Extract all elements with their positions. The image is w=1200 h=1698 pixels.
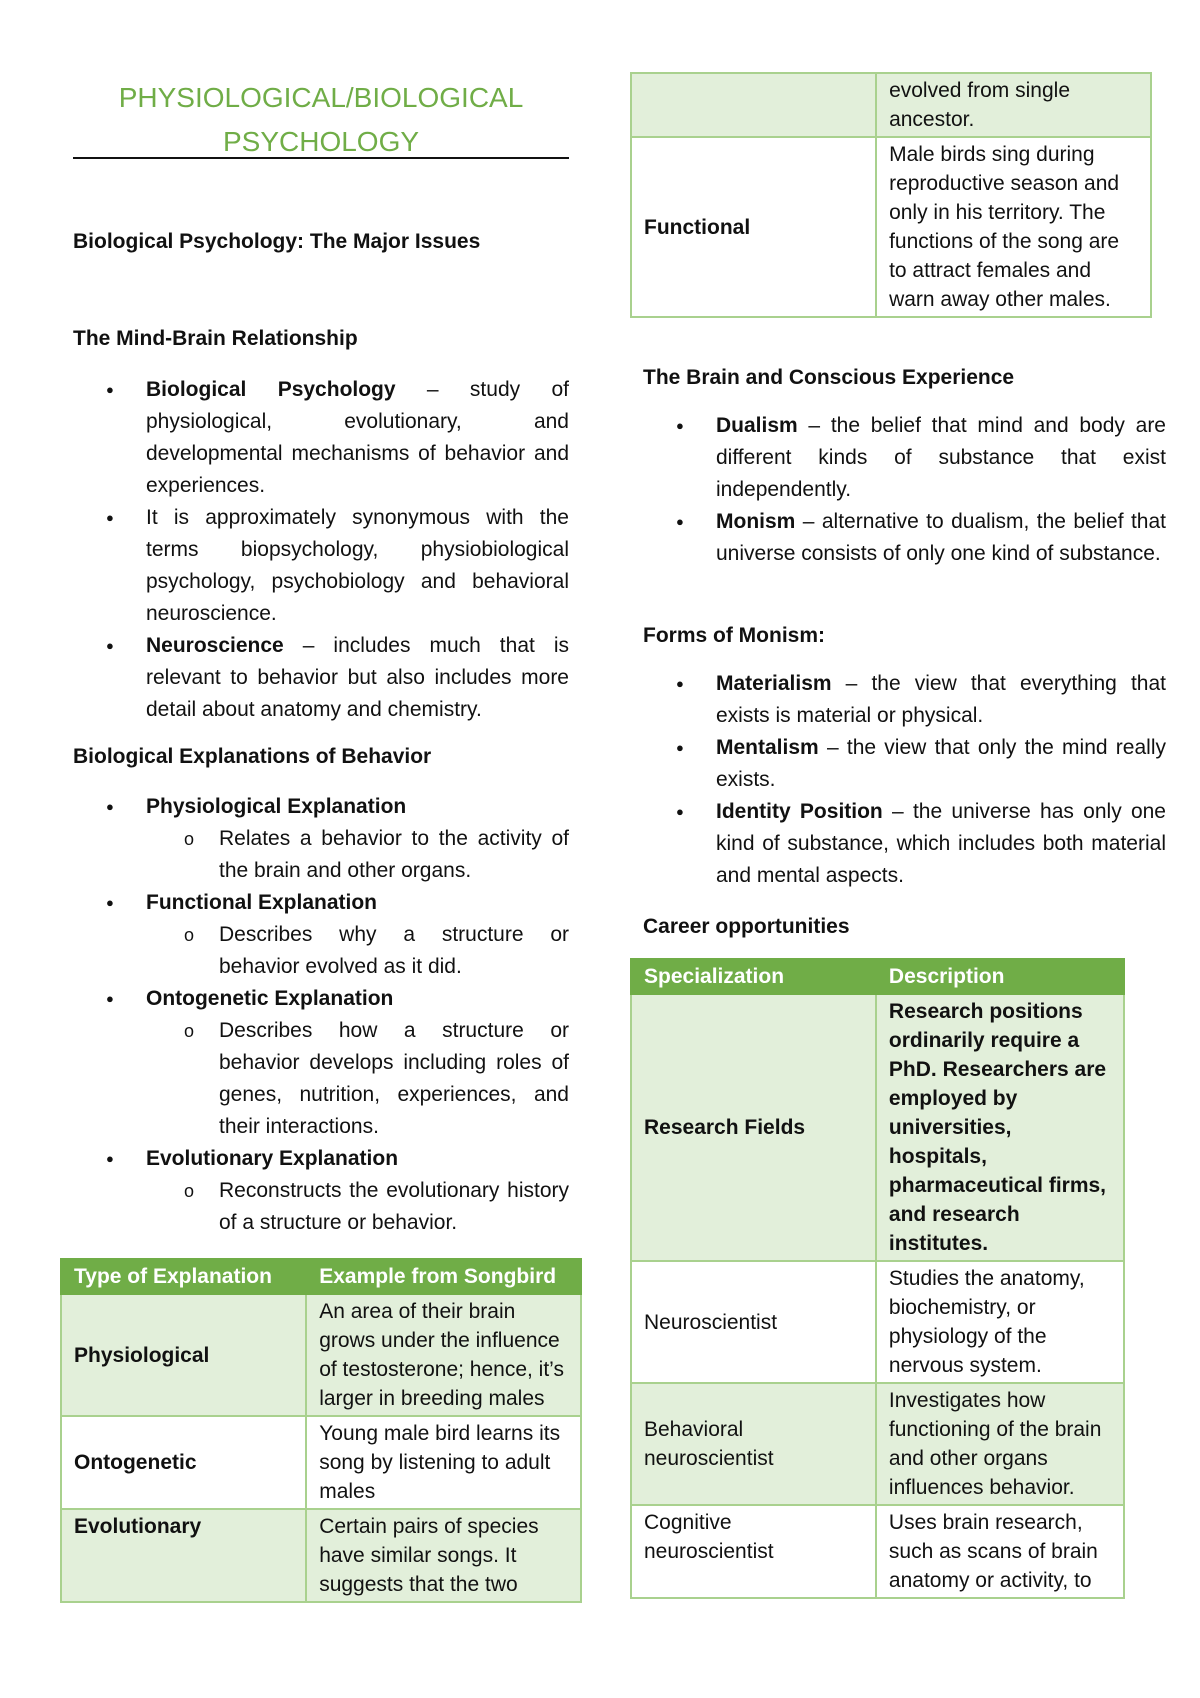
list-item bbox=[73, 502, 569, 630]
title-line-1: PHYSIOLOGICAL/BIOLOGICAL bbox=[118, 82, 524, 113]
bullet-text: – includes much that is relevant to behavior but also includes more detail about anatomy and chemistry. bbox=[146, 634, 569, 721]
table-row bbox=[631, 137, 1151, 317]
example-cell: Certain pairs of species have similar songs. It suggests that the two bbox=[306, 1509, 581, 1602]
table-header-row bbox=[631, 959, 1124, 994]
bullet-term: Evolutionary Explanation bbox=[146, 1147, 399, 1170]
example-cell: An area of their brain grows under the influence of testosterone; hence, it’s larger in breeding males bbox=[306, 1294, 581, 1416]
bullet-text: – study of physiological, evolutionary, and developmental mechanisms of behavior and experiences. bbox=[146, 378, 569, 497]
songbird-table bbox=[60, 1258, 582, 1603]
bullet-term: Physiological Explanation bbox=[146, 795, 407, 818]
example-cell: Male birds sing during reproductive season and only in his territory. The functions of the song are to attract females and warn away other males. bbox=[876, 137, 1151, 317]
bullet-text: It is approximately synonymous with the terms biopsychology, physiobiological psychology, psychobiology and behavioral neuroscience. bbox=[146, 506, 569, 625]
sub-item: o Relates a behavior to the activity of the brain and other organs. bbox=[146, 823, 569, 887]
type-cell: Physiological bbox=[61, 1294, 306, 1416]
bullet-term: Ontogenetic Explanation bbox=[146, 987, 394, 1010]
list-item bbox=[643, 668, 1166, 732]
table-row bbox=[631, 994, 1124, 1261]
specialization-cell: Research Fields bbox=[631, 994, 876, 1261]
bullet-term: Identity Position bbox=[716, 800, 883, 823]
explanations-list bbox=[73, 791, 569, 1239]
heading-major-issues: Biological Psychology: The Major Issues bbox=[73, 230, 481, 253]
list-item bbox=[73, 1143, 569, 1239]
list-item bbox=[73, 887, 569, 983]
bullet-text: – the view that only the mind really exists. bbox=[716, 736, 1166, 791]
table-header-row bbox=[61, 1259, 581, 1294]
table-row bbox=[61, 1294, 581, 1416]
list-item bbox=[73, 791, 569, 887]
monism-list bbox=[643, 668, 1166, 892]
bullet-term: Biological Psychology bbox=[146, 378, 396, 401]
table-row bbox=[631, 1261, 1124, 1383]
title-line-2: PSYCHOLOGY bbox=[222, 126, 420, 157]
heading-forms-of-monism: Forms of Monism: bbox=[643, 624, 825, 647]
title-underline bbox=[73, 157, 569, 159]
description-cell: Studies the anatomy, biochemistry, or physiology of the nervous system. bbox=[876, 1261, 1124, 1383]
heading-mind-brain: The Mind-Brain Relationship bbox=[73, 327, 358, 350]
bullet-text: – the view that everything that exists is material or physical. bbox=[716, 672, 1166, 727]
table-row bbox=[61, 1416, 581, 1509]
bullet-text: – the belief that mind and body are different kinds of substance that exist independently. bbox=[716, 414, 1166, 501]
list-item bbox=[73, 630, 569, 726]
list-item bbox=[643, 410, 1166, 506]
list-item bbox=[73, 983, 569, 1143]
column-header: Example from Songbird bbox=[306, 1259, 581, 1294]
list-item bbox=[643, 796, 1166, 892]
list-item bbox=[73, 374, 569, 502]
sub-item: o Describes why a structure or behavior evolved as it did. bbox=[146, 919, 569, 983]
column-header: Specialization bbox=[631, 959, 876, 994]
table-row bbox=[61, 1509, 581, 1602]
column-header: Description bbox=[876, 959, 1124, 994]
bullet-text: – the universe has only one kind of substance, which includes both material and mental aspects. bbox=[716, 800, 1166, 887]
type-cell bbox=[631, 73, 876, 137]
table-row bbox=[631, 73, 1151, 137]
mind-brain-list bbox=[73, 374, 569, 726]
bullet-term: Dualism bbox=[716, 414, 798, 437]
bullet-term: Materialism bbox=[716, 672, 832, 695]
list-item bbox=[643, 732, 1166, 796]
sub-item: o Reconstructs the evolutionary history of a structure or behavior. bbox=[146, 1175, 569, 1239]
description-cell: Uses brain research, such as scans of brain anatomy or activity, to bbox=[876, 1505, 1124, 1598]
songbird-table-continued bbox=[630, 72, 1152, 318]
document-title bbox=[73, 76, 569, 164]
conscious-list bbox=[643, 410, 1166, 570]
table-row bbox=[631, 1505, 1124, 1598]
specialization-cell: Cognitive neuroscientist bbox=[631, 1505, 876, 1598]
sub-item: o Describes how a structure or behavior develops including roles of genes, nutrition, experiences, and their interactions. bbox=[146, 1015, 569, 1143]
list-item bbox=[643, 506, 1166, 570]
bullet-term: Monism bbox=[716, 510, 796, 533]
bullet-term: Mentalism bbox=[716, 736, 819, 759]
bullet-term: Functional Explanation bbox=[146, 891, 378, 914]
bullet-term: Neuroscience bbox=[146, 634, 284, 657]
type-cell: Evolutionary bbox=[61, 1509, 306, 1602]
bullet-text: – alternative to dualism, the belief that universe consists of only one kind of substance. bbox=[716, 510, 1166, 565]
table-row bbox=[631, 1383, 1124, 1505]
specialization-cell: Neuroscientist bbox=[631, 1261, 876, 1383]
type-cell: Ontogenetic bbox=[61, 1416, 306, 1509]
example-cell: Young male bird learns its song by listening to adult males bbox=[306, 1416, 581, 1509]
column-header: Type of Explanation bbox=[61, 1259, 306, 1294]
heading-career: Career opportunities bbox=[643, 915, 850, 938]
heading-explanations: Biological Explanations of Behavior bbox=[73, 745, 432, 768]
description-cell: Investigates how functioning of the brain and other organs influences behavior. bbox=[876, 1383, 1124, 1505]
specialization-cell: Behavioral neuroscientist bbox=[631, 1383, 876, 1505]
career-table bbox=[630, 958, 1125, 1599]
type-cell: Functional bbox=[631, 137, 876, 317]
heading-conscious-experience: The Brain and Conscious Experience bbox=[643, 366, 1015, 389]
example-cell: evolved from single ancestor. bbox=[876, 73, 1151, 137]
description-cell: Research positions ordinarily require a PhD. Researchers are employed by universities, hospitals, pharmaceutical firms, and research institutes. bbox=[876, 994, 1124, 1261]
